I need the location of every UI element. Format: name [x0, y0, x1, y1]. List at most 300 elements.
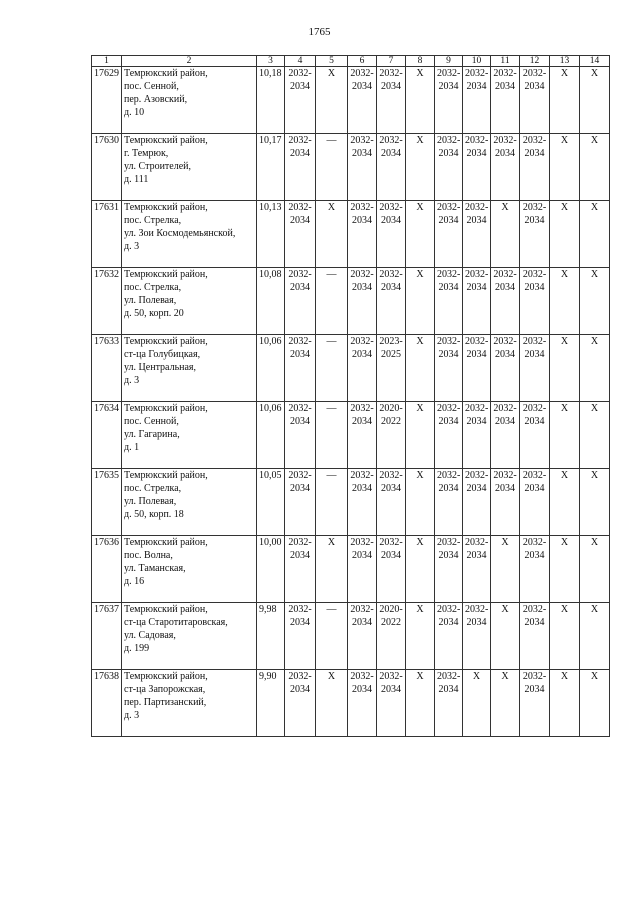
cell-period-part: 2034 [352, 282, 372, 293]
cell-col-7 [377, 67, 406, 134]
cell-col-11 [491, 402, 520, 469]
table-row [92, 402, 610, 469]
cell-col-8: Х [406, 670, 435, 737]
cell-col-4 [285, 670, 316, 737]
cell-period-part: 2034 [438, 483, 459, 494]
cell-period-part: 2032- [350, 604, 374, 615]
cell-period-part: 2032- [379, 68, 403, 79]
cell-period-part: 2032- [437, 269, 461, 280]
cell-period-part: 2034 [524, 81, 545, 92]
address-line: д. 50, корп. 18 [124, 509, 184, 520]
cell-period-part: 2034 [352, 416, 372, 427]
cell-col-3: 10,00 [257, 536, 285, 603]
cell-col-6 [348, 536, 377, 603]
cell-col-13: Х [550, 268, 580, 335]
address-line: д. 16 [124, 576, 145, 587]
cell-period-part: 2034 [438, 416, 459, 427]
cell-col-12 [520, 201, 550, 268]
cell-col-9 [435, 134, 463, 201]
cell-col-8: Х [406, 402, 435, 469]
cell-period-part: 2025 [381, 349, 401, 360]
cell-period-part: 2034 [352, 215, 372, 226]
cell-period-part: 2034 [524, 684, 545, 695]
cell-col-6 [348, 134, 377, 201]
cell-col-14: Х [580, 469, 610, 536]
cell-period-part: 2034 [438, 282, 459, 293]
cell-period-part: 2032- [288, 403, 312, 414]
cell-col-8: Х [406, 469, 435, 536]
address-line: ул. Полевая, [124, 295, 177, 306]
cell-col-6 [348, 469, 377, 536]
cell-period-part: 2032- [288, 336, 312, 347]
address-line: пос. Сенной, [124, 81, 179, 92]
cell-col-10 [463, 335, 491, 402]
cell-col-5: — [316, 402, 348, 469]
cell-col-12 [520, 670, 550, 737]
cell-period-part: 2032- [437, 68, 461, 79]
cell-col-5: Х [316, 67, 348, 134]
column-number: 7 [377, 56, 406, 67]
cell-period-part: 2034 [290, 550, 310, 561]
cell-period-part: 2034 [524, 416, 545, 427]
cell-period-part: 2032- [465, 135, 489, 146]
cell-period-part: 2034 [524, 282, 545, 293]
cell-period-part: 2022 [381, 416, 401, 427]
column-number: 8 [406, 56, 435, 67]
column-number: 4 [285, 56, 316, 67]
cell-period-part: 2034 [466, 215, 487, 226]
cell-period-part: 2032- [350, 671, 374, 682]
cell-period-part: 2032- [465, 336, 489, 347]
cell-col-3: 10,13 [257, 201, 285, 268]
cell-col-14: Х [580, 67, 610, 134]
table-row [92, 335, 610, 402]
cell-period-part: 2034 [438, 215, 459, 226]
cell-col-7 [377, 469, 406, 536]
column-number: 11 [491, 56, 520, 67]
cell-period-part: 2032- [350, 470, 374, 481]
cell-col-11 [491, 335, 520, 402]
cell-col-3: 10,08 [257, 268, 285, 335]
cell-col-7 [377, 268, 406, 335]
cell-col-6 [348, 67, 377, 134]
address-line: Темрюкский район, [124, 537, 208, 548]
register-table [91, 55, 610, 737]
cell-col-9 [435, 603, 463, 670]
cell-col-3: 9,90 [257, 670, 285, 737]
cell-col-11: Х [491, 201, 520, 268]
cell-period-part: 2032- [288, 604, 312, 615]
cell-col-9 [435, 268, 463, 335]
cell-col-3: 10,18 [257, 67, 285, 134]
cell-period-part: 2020- [379, 403, 403, 414]
cell-col-14: Х [580, 670, 610, 737]
cell-period-part: 2034 [290, 282, 310, 293]
cell-period-part: 2032- [522, 671, 547, 682]
cell-period-part: 2032- [465, 202, 489, 213]
address-line: д. 111 [124, 174, 149, 185]
cell-period-part: 2032- [465, 604, 489, 615]
cell-period-part: 2032- [465, 269, 489, 280]
cell-period-part: 2034 [381, 81, 401, 92]
cell-period-part: 2034 [352, 617, 372, 628]
cell-col-8: Х [406, 134, 435, 201]
cell-col-5: — [316, 134, 348, 201]
cell-col-4 [285, 469, 316, 536]
cell-period-part: 2032- [522, 269, 547, 280]
cell-col-8: Х [406, 335, 435, 402]
address-line: ул. Таманская, [124, 563, 186, 574]
address-line: Темрюкский район, [124, 68, 208, 79]
cell-col-5: — [316, 603, 348, 670]
table-row [92, 268, 610, 335]
cell-col-10 [463, 201, 491, 268]
cell-period-part: 2032- [522, 336, 547, 347]
cell-col-10 [463, 134, 491, 201]
cell-period-part: 2032- [350, 403, 374, 414]
cell-col-13: Х [550, 469, 580, 536]
address-line: д. 3 [124, 710, 140, 721]
cell-col-5: Х [316, 201, 348, 268]
cell-period-part: 2032- [465, 68, 489, 79]
address-line: ст-ца Голубицкая, [124, 349, 201, 360]
address-line: Темрюкский район, [124, 671, 208, 682]
cell-period-part: 2032- [493, 403, 517, 414]
cell-period-part: 2034 [290, 416, 310, 427]
cell-period-part: 2032- [350, 135, 374, 146]
cell-period-part: 2034 [352, 148, 372, 159]
cell-col-10 [463, 536, 491, 603]
cell-col-12 [520, 67, 550, 134]
cell-col-3: 10,05 [257, 469, 285, 536]
record-number: 17631 [92, 201, 122, 268]
table-row [92, 603, 610, 670]
cell-period-part: 2034 [466, 81, 487, 92]
table-row [92, 469, 610, 536]
cell-col-8: Х [406, 536, 435, 603]
cell-col-13: Х [550, 670, 580, 737]
table-row [92, 670, 610, 737]
cell-period-part: 2032- [379, 537, 403, 548]
cell-period-part: 2034 [290, 483, 310, 494]
cell-col-4 [285, 402, 316, 469]
cell-period-part: 2032- [493, 336, 517, 347]
cell-period-part: 2032- [465, 470, 489, 481]
cell-period-part: 2034 [381, 148, 401, 159]
cell-col-14: Х [580, 134, 610, 201]
cell-period-part: 2032- [522, 604, 547, 615]
cell-period-part: 2034 [290, 215, 310, 226]
address-line: ул. Полевая, [124, 496, 177, 507]
cell-col-9 [435, 469, 463, 536]
address-line: д. 1 [124, 442, 140, 453]
cell-period-part: 2032- [522, 68, 547, 79]
record-number: 17638 [92, 670, 122, 737]
cell-col-9 [435, 67, 463, 134]
cell-period-part: 2034 [466, 617, 487, 628]
cell-period-part: 2032- [493, 135, 517, 146]
record-number: 17635 [92, 469, 122, 536]
cell-col-12 [520, 469, 550, 536]
address-cell [122, 402, 257, 469]
cell-col-4 [285, 134, 316, 201]
cell-period-part: 2034 [352, 349, 372, 360]
address-line: пос. Волна, [124, 550, 173, 561]
cell-col-11 [491, 67, 520, 134]
column-number: 2 [122, 56, 257, 67]
cell-period-part: 2034 [495, 282, 515, 293]
cell-col-8: Х [406, 603, 435, 670]
cell-col-11 [491, 469, 520, 536]
address-line: д. 10 [124, 107, 145, 118]
column-number: 3 [257, 56, 285, 67]
cell-period-part: 2034 [352, 483, 372, 494]
address-line: д. 3 [124, 241, 140, 252]
column-number: 9 [435, 56, 463, 67]
cell-col-11: Х [491, 670, 520, 737]
address-line: д. 199 [124, 643, 150, 654]
cell-period-part: 2034 [290, 349, 310, 360]
cell-col-8: Х [406, 67, 435, 134]
address-line: Темрюкский район, [124, 470, 208, 481]
address-line: пер. Партизанский, [124, 697, 207, 708]
address-cell [122, 268, 257, 335]
address-cell [122, 67, 257, 134]
cell-period-part: 2034 [524, 349, 545, 360]
cell-period-part: 2034 [438, 550, 459, 561]
address-line: ул. Гагарина, [124, 429, 180, 440]
cell-period-part: 2032- [437, 202, 461, 213]
cell-period-part: 2032- [350, 269, 374, 280]
address-line: пер. Азовский, [124, 94, 188, 105]
column-number: 13 [550, 56, 580, 67]
cell-period-part: 2034 [495, 349, 515, 360]
cell-period-part: 2032- [350, 68, 374, 79]
record-number: 17634 [92, 402, 122, 469]
cell-period-part: 2032- [288, 671, 312, 682]
cell-col-11 [491, 268, 520, 335]
cell-period-part: 2034 [524, 215, 545, 226]
cell-col-6 [348, 268, 377, 335]
cell-period-part: 2034 [438, 81, 459, 92]
record-number: 17637 [92, 603, 122, 670]
cell-period-part: 2034 [290, 81, 310, 92]
cell-col-4 [285, 603, 316, 670]
table-row [92, 67, 610, 134]
cell-col-5: Х [316, 670, 348, 737]
cell-period-part: 2034 [524, 617, 545, 628]
cell-period-part: 2032- [437, 470, 461, 481]
column-number: 12 [520, 56, 550, 67]
cell-col-13: Х [550, 536, 580, 603]
cell-col-14: Х [580, 335, 610, 402]
address-line: д. 3 [124, 375, 140, 386]
cell-period-part: 2034 [438, 148, 459, 159]
cell-period-part: 2034 [466, 483, 487, 494]
cell-period-part: 2032- [288, 269, 312, 280]
cell-period-part: 2034 [495, 416, 515, 427]
cell-col-13: Х [550, 402, 580, 469]
address-line: ул. Строителей, [124, 161, 192, 172]
cell-period-part: 2032- [522, 470, 547, 481]
address-cell [122, 536, 257, 603]
cell-col-6 [348, 402, 377, 469]
cell-period-part: 2032- [379, 470, 403, 481]
cell-period-part: 2032- [288, 202, 312, 213]
cell-col-13: Х [550, 67, 580, 134]
cell-col-5: Х [316, 536, 348, 603]
cell-col-6 [348, 603, 377, 670]
cell-period-part: 2032- [522, 403, 547, 414]
cell-col-5: — [316, 335, 348, 402]
cell-period-part: 2034 [381, 684, 401, 695]
cell-col-14: Х [580, 536, 610, 603]
cell-period-part: 2034 [524, 550, 545, 561]
cell-col-6 [348, 201, 377, 268]
cell-period-part: 2032- [379, 671, 403, 682]
address-line: пос. Стрелка, [124, 215, 182, 226]
cell-col-11: Х [491, 536, 520, 603]
cell-col-6 [348, 335, 377, 402]
cell-col-13: Х [550, 603, 580, 670]
cell-period-part: 2032- [350, 537, 374, 548]
cell-col-4 [285, 67, 316, 134]
cell-col-4 [285, 201, 316, 268]
address-line: Темрюкский район, [124, 403, 208, 414]
cell-period-part: 2034 [290, 684, 310, 695]
cell-period-part: 2032- [522, 202, 547, 213]
address-line: г. Темрюк, [124, 148, 169, 159]
cell-period-part: 2034 [290, 617, 310, 628]
table-row [92, 536, 610, 603]
address-line: пос. Стрелка, [124, 483, 182, 494]
cell-col-12 [520, 603, 550, 670]
cell-period-part: 2032- [493, 269, 517, 280]
cell-period-part: 2032- [437, 604, 461, 615]
address-cell [122, 670, 257, 737]
table-row [92, 201, 610, 268]
cell-col-9 [435, 201, 463, 268]
address-cell [122, 335, 257, 402]
cell-col-14: Х [580, 603, 610, 670]
cell-period-part: 2034 [495, 148, 515, 159]
column-number: 10 [463, 56, 491, 67]
cell-period-part: 2034 [466, 349, 487, 360]
cell-period-part: 2032- [288, 470, 312, 481]
cell-col-8: Х [406, 268, 435, 335]
cell-col-3: 10,06 [257, 335, 285, 402]
address-line: пос. Стрелка, [124, 282, 182, 293]
cell-period-part: 2032- [437, 537, 461, 548]
cell-col-13: Х [550, 201, 580, 268]
cell-col-10 [463, 603, 491, 670]
cell-col-14: Х [580, 402, 610, 469]
address-line: пос. Сенной, [124, 416, 179, 427]
cell-col-6 [348, 670, 377, 737]
cell-period-part: 2032- [379, 202, 403, 213]
cell-period-part: 2032- [288, 68, 312, 79]
table-row [92, 134, 610, 201]
cell-col-7 [377, 335, 406, 402]
column-number: 1 [92, 56, 122, 67]
cell-period-part: 2034 [438, 349, 459, 360]
cell-col-3: 10,06 [257, 402, 285, 469]
cell-period-part: 2034 [381, 550, 401, 561]
cell-col-8: Х [406, 201, 435, 268]
cell-period-part: 2034 [381, 483, 401, 494]
cell-period-part: 2032- [465, 537, 489, 548]
cell-col-9 [435, 536, 463, 603]
address-cell [122, 201, 257, 268]
cell-col-7 [377, 603, 406, 670]
cell-period-part: 2032- [350, 336, 374, 347]
cell-col-12 [520, 536, 550, 603]
address-line: Темрюкский район, [124, 202, 208, 213]
page-number: 1765 [308, 26, 331, 38]
cell-period-part: 2034 [352, 550, 372, 561]
cell-period-part: 2022 [381, 617, 401, 628]
cell-col-9 [435, 335, 463, 402]
cell-col-12 [520, 268, 550, 335]
address-line: Темрюкский район, [124, 269, 208, 280]
cell-col-10 [463, 469, 491, 536]
cell-col-10 [463, 67, 491, 134]
cell-col-4 [285, 268, 316, 335]
address-cell [122, 134, 257, 201]
address-line: Темрюкский район, [124, 336, 208, 347]
cell-period-part: 2034 [381, 215, 401, 226]
cell-col-3: 9,98 [257, 603, 285, 670]
cell-col-12 [520, 402, 550, 469]
cell-col-9 [435, 402, 463, 469]
cell-period-part: 2032- [437, 135, 461, 146]
address-line: ул. Зои Космодемьянской, [124, 228, 236, 239]
address-line: Темрюкский район, [124, 604, 208, 615]
cell-period-part: 2034 [466, 550, 487, 561]
record-number: 17636 [92, 536, 122, 603]
cell-col-14: Х [580, 201, 610, 268]
cell-period-part: 2034 [381, 282, 401, 293]
cell-period-part: 2032- [350, 202, 374, 213]
cell-col-7 [377, 134, 406, 201]
cell-period-part: 2034 [438, 684, 459, 695]
address-line: Темрюкский район, [124, 135, 208, 146]
cell-col-11 [491, 134, 520, 201]
cell-period-part: 2023- [379, 336, 403, 347]
address-line: ст-ца Запорожская, [124, 684, 206, 695]
cell-col-10 [463, 268, 491, 335]
cell-col-12 [520, 134, 550, 201]
cell-period-part: 2034 [466, 282, 487, 293]
address-line: ул. Центральная, [124, 362, 197, 373]
address-line: ул. Садовая, [124, 630, 176, 641]
cell-period-part: 2032- [437, 336, 461, 347]
record-number: 17632 [92, 268, 122, 335]
cell-col-5: — [316, 268, 348, 335]
cell-col-10: Х [463, 670, 491, 737]
cell-period-part: 2034 [524, 148, 545, 159]
cell-period-part: 2032- [288, 135, 312, 146]
cell-col-14: Х [580, 268, 610, 335]
cell-col-7 [377, 670, 406, 737]
cell-col-4 [285, 536, 316, 603]
cell-col-12 [520, 335, 550, 402]
cell-period-part: 2034 [290, 148, 310, 159]
cell-period-part: 2032- [379, 269, 403, 280]
cell-period-part: 2032- [379, 135, 403, 146]
record-number: 17633 [92, 335, 122, 402]
cell-col-13: Х [550, 134, 580, 201]
